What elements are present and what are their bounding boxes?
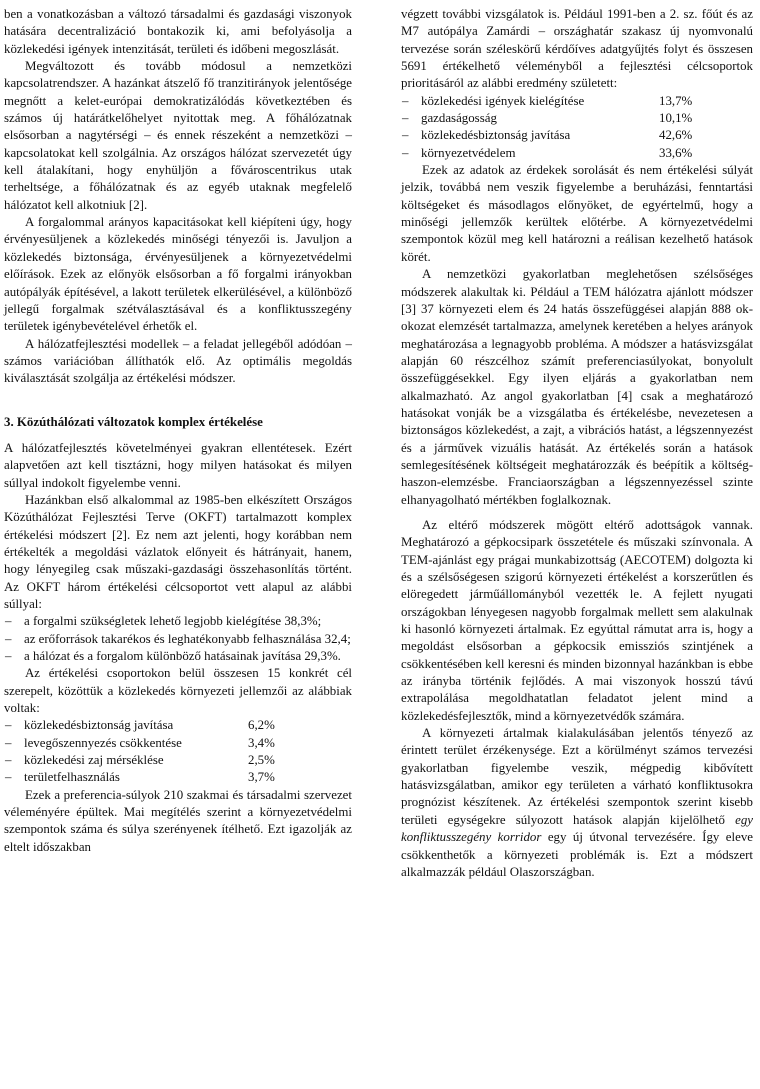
emphasis-term: egy konfliktusszegény korridor bbox=[401, 812, 753, 845]
list-item: – a hálózat és a forgalom különböző hatásainak javítása 29,3%. bbox=[4, 648, 352, 665]
item-label: – területfelhasználás bbox=[24, 770, 120, 785]
paragraph: Ezek az adatok az érdekek sorolását és nem értékelési súlyát jelzik, továbbá nem veszik figyelembe a beruházási, fenntartási költségeket és másodlagos előnyöket, de egyértelmű, hogy a minőségi jellemzők kerültek előtérbe. A környezetvédelmi szempontok közül meg kell határozni a reálisan kezelhető hatások körét. bbox=[401, 163, 753, 264]
list-item bbox=[4, 769, 352, 786]
paragraph bbox=[401, 725, 753, 881]
item-label: – környezetvédelem bbox=[421, 145, 516, 160]
survey-result-list bbox=[401, 93, 753, 162]
paragraph: Megváltozott és tovább módosul a nemzetközi kapcsolatrendszer. A hazánkat átszelő fő tranzitirányok jelentősége megnőtt a kelet-európai demokratizálódás következtében és számos új határátkelőhelyet nyitottak meg. A főhálózatnak elsősorban a nagytérségi – és ennek részeként a nemzetközi – kapcsolatokat kell szolgálnia. Az országos hálózat szervezetét úgy kell átalakítani, hogy enyhüljön a fővároscentrikus utak terheltsége, a főhálózatnak és az egyéb utaknak megfelelő hálózatot kell alkotniuk [2]. bbox=[4, 59, 352, 212]
item-label: – közlekedési igények kielégítése bbox=[421, 93, 585, 108]
list-item bbox=[4, 752, 352, 769]
paragraph: A hálózatfejlesztési modellek – a feladat jellegéből adódóan – számos variációban állíthatók elő. Az optimális megoldás kiválasztását szolgálja az értékelési módszer. bbox=[4, 336, 352, 386]
item-value: 3,4% bbox=[248, 735, 275, 750]
list-item bbox=[401, 93, 753, 110]
list-item bbox=[401, 110, 753, 127]
paragraph: ben a vonatkozásban a változó társadalmi és gazdasági viszonyok hatására decentralizáció bontakozik ki, ami befolyásolja a közlekedési igények intenzitását, területi és időbeni megoszlását. bbox=[4, 7, 352, 56]
paragraph: Az eltérő módszerek mögött eltérő adottságok vannak. Meghatározó a gépkocsipark összetétele és műszaki színvonala. A TEM-ajánlást egy prágai munkabizottság (AECOTEM) dolgozta ki és a szélsőségesen szigorú környezeti értékelést a korszerűtlen és elöregedett járműállományból vezették le. A fejlett nyugati országokban lényegesen nagyobb forgalmak mellett sem alakulnak ki hasonló környezeti ártalmak. Ez egyúttal rámutat arra is, hogy a megoldást elsősorban a gépkocsik emissziós szintjének a csökkentésében kell keresni és minden bizonnyal hazánkban is ebbe az irányba történik fejlődés. A mai viszonyok hosszú távú extrapolálása megoldhatatlan feladatot jelent mind a közlekedésfejlesztők, mind a környezetvédők számára. bbox=[401, 517, 753, 723]
item-label: – közlekedési zaj mérséklése bbox=[24, 753, 164, 768]
paragraph: A hálózatfejlesztés követelményei gyakran ellentétesek. Ezért alapvetően azt kell tisztázni, hogy milyen hatásokat és milyen súllyal indokolt figyelembe venni. bbox=[4, 440, 352, 490]
item-value: 33,6% bbox=[659, 145, 693, 160]
paragraph: Az értékelési csoportokon belül összesen 15 konkrét cél szerepelt, közöttük a közlekedés környezeti jellemzői az alábbiak voltak: bbox=[4, 666, 352, 716]
list-item bbox=[401, 127, 753, 144]
item-label: – gazdaságosság bbox=[421, 111, 497, 126]
list-item: – az erőforrások takarékos és leghatékonyabb felhasználása 32,4; bbox=[4, 631, 352, 648]
item-value: 10,1% bbox=[659, 111, 693, 126]
item-label: – közlekedésbiztonság javítása bbox=[24, 718, 174, 733]
goal-weight-list bbox=[4, 613, 352, 665]
paragraph: végzett további vizsgálatok is. Például 1991-ben a 2. sz. főút és az M7 autópálya Zamárdi – országhatár szakasz új nyomvonalú tervezése során széleskörű kérdőíves adatgyűjtés folyt és összesen 5691 értékelhető véleményből a fejlesztési célcsoportok prioritásáról az alábbi eredmény született: bbox=[401, 7, 753, 91]
paragraph: A forgalommal arányos kapacitásokat kell kiépíteni úgy, hogy érvényesüljenek a közlekedés minőségi tényezői is. Javuljon a közlekedés biztonsága, érvényesüljenek a környezetvédelmi előírások. Ezek az előnyök elsősorban a fő forgalmi irányokban autópályák építésével, a lakott területek elkerülésével, a különböző jellegű forgalmak szétválasztásával és a konfliktusszegény területek igénybevételével érhetők el. bbox=[4, 215, 352, 334]
list-item bbox=[401, 145, 753, 162]
paragraph: A nemzetközi gyakorlatban meglehetősen szélsőséges módszerek alakultak ki. Például a TEM hálózatra ajánlott módszer [3] 37 környezeti elem és 24 hatás összefüggései alapján 888 ok-okozat elemzését tartalmazza, amelynek keretében a helyes arányok meghatározása a legnagyobb probléma. A módszer a hatásvizsgálat alapján 60 részcélhoz számít preferenciasúlyokat, bonyolult összefüggésekkel. Egy ilyen eljárás a gyakorlatban nem alkalmazható. Az angol gyakorlatban [4] csak a meghatározó hatásokat vonják be a vizsgálatba és értékelésbe, nevezetesen a biztonságos közlekedést, a zajt, a vibrációs hatást, a légszennyezést és a járművek vizuális hatását. Az értékelés során a hatások semlegesítésének költségeit meghatározzák és beépítik a költség-haszon-elemzésbe. Franciaországban a légszennyezéssel szinte elhanyagolható mértékben foglalkoznak. bbox=[401, 267, 753, 507]
paragraph: Hazánkban első alkalommal az 1985-ben elkészített Országos Közúthálózat Fejlesztési Terve (OKFT) tartalmazott komplex értékelési módszert [2]. Ez nem azt jelenti, hogy korábban nem értékelték a megoldási vázlatok előnyeit és hátrányait, hanem, hogy lényegileg csak műszaki-gazdasági összehasonlítás történt. Az OKFT három értékelési célcsoportot vett alapul az alábbi súllyal: bbox=[4, 492, 352, 611]
paragraph-text: egy új útvonal tervezésére. Így eleve csökkenthetők a környezeti problémák is. Ezt a módszert alkalmazzák például Olaszországban. bbox=[401, 830, 753, 879]
item-value: 3,7% bbox=[248, 770, 275, 785]
paragraph: Ezek a preferencia-súlyok 210 szakmai és társadalmi szervezet véleményére épültek. Mai megítélés szerint a környezetvédelmi szempontok száma és súlya szerényenek ítélhető. Ezt igazolják az eltelt időszakban bbox=[4, 787, 352, 854]
environment-weight-list bbox=[4, 717, 352, 786]
list-item bbox=[4, 717, 352, 734]
section-heading: 3. Közúthálózati változatok komplex értékelése bbox=[4, 414, 263, 429]
paragraph-gap bbox=[401, 509, 753, 517]
item-value: 13,7% bbox=[659, 93, 693, 108]
right-column bbox=[401, 6, 753, 881]
item-value: 42,6% bbox=[659, 128, 693, 143]
list-item bbox=[4, 735, 352, 752]
paragraph-text: A környezeti ártalmak kialakulásában jelentős tényező az érintett terület érzékenysége. Ezt a körülményt számos tervezési gyakorlatban figyelembe veszik, mégpedig kibővített hatásvizsgálatban, amikor egy területen a várható konfliktusokra prognózist készítenek. Az értékelési szempontok szerint kisebb területi egységekre súlyozott hatások alapján kijelölhető bbox=[401, 726, 753, 827]
item-label: – közlekedésbiztonság javítása bbox=[421, 128, 571, 143]
item-value: 2,5% bbox=[248, 753, 275, 768]
left-column bbox=[4, 6, 352, 856]
item-value: 6,2% bbox=[248, 718, 275, 733]
list-item: – a forgalmi szükségletek lehető legjobb kielégítése 38,3%; bbox=[4, 613, 352, 630]
item-label: – levegőszennyezés csökkentése bbox=[24, 735, 182, 750]
